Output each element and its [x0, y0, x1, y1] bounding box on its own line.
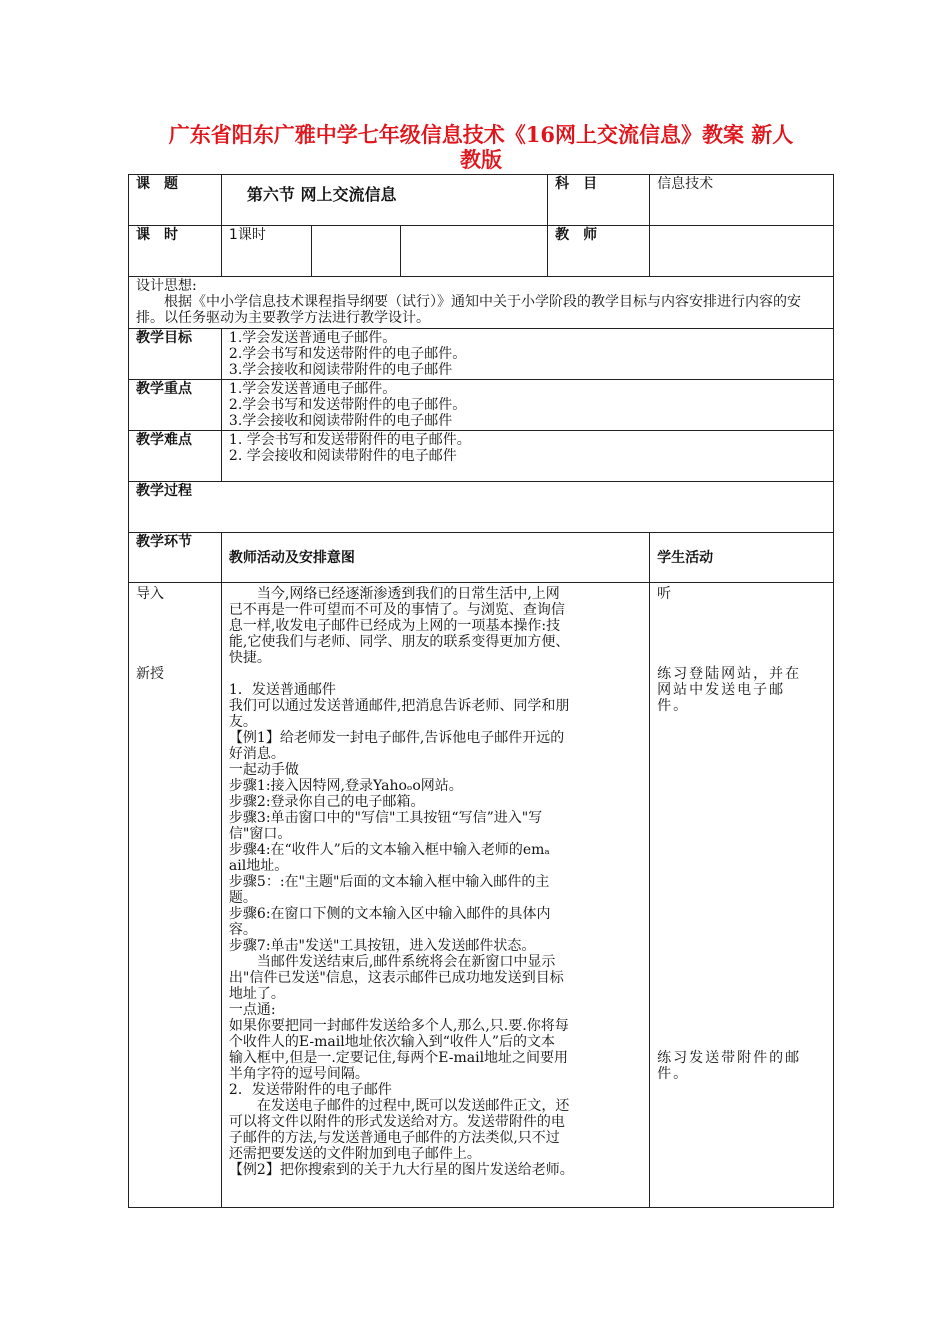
design-label: 设计思想:	[136, 278, 197, 294]
teacher-activity-line: 步骤5：:在"主题"后面的文本输入框中输入邮件的主	[228, 874, 550, 890]
goals-label: 教学目标	[129, 329, 222, 380]
keypoints-content	[221, 380, 833, 431]
student-practice-2: 练习发送带附件的邮	[657, 1050, 802, 1066]
teacher-activity-line: 容。	[228, 922, 257, 938]
subject-label: 科 目	[548, 175, 650, 226]
title-line-2: 教版	[460, 147, 502, 172]
teacher-activity-line: 信"窗口。	[228, 826, 292, 842]
keypoints-label: 教学重点	[129, 380, 222, 431]
teacher-activity-line: 步骤1:接入因特网,登录Yahoₒo网站。	[228, 778, 463, 794]
topic-row	[129, 175, 834, 226]
topic-value-cell	[221, 175, 547, 226]
stage-cell	[129, 583, 222, 1208]
lesson-plan-table	[128, 174, 834, 1208]
design-row	[129, 277, 834, 329]
teacher-activity-line: 个收件人的E-mail地址依次输入到“收件人”后的文本	[228, 1034, 556, 1050]
teacher-activity-line: 好消息。	[228, 746, 285, 762]
process-label: 教学过程	[136, 483, 192, 499]
teacher-activity-line: 题。	[228, 890, 257, 906]
goals-content	[221, 329, 833, 380]
goal-item: 1.学会发送普通电子邮件。	[228, 330, 397, 346]
difficulties-content	[221, 431, 833, 482]
period-empty-1	[311, 226, 400, 277]
teacher-activity-line: 输入框中,但是一.定要记住,每两个E-mail地址之间要用	[228, 1050, 569, 1066]
difficulties-label: 教学难点	[129, 431, 222, 482]
period-label: 课 时	[129, 226, 222, 277]
stage-intro: 导入	[136, 586, 164, 602]
student-activity-header: 学生活动	[650, 533, 834, 583]
document-title	[128, 122, 834, 172]
teacher-activity-line: ail地址。	[228, 858, 289, 874]
stage-header: 教学环节	[129, 533, 222, 583]
activities-row	[129, 583, 834, 1208]
teacher-activity-line: 可以将文件以附件的形式发送给对方。发送带附件的电	[228, 1114, 565, 1130]
subject-value: 信息技术	[650, 175, 834, 226]
period-row	[129, 226, 834, 277]
period-value: 1课时	[221, 226, 311, 277]
student-practice-1: 练习登陆网站，并在	[657, 666, 802, 682]
student-practice-2: 件。	[657, 1066, 690, 1082]
teacher-activity-line: 2．发送带附件的电子邮件	[228, 1082, 392, 1098]
teacher-activity-line: 当邮件发送结束后,邮件系统将会在新窗口中显示	[256, 954, 556, 970]
keypoint-item: 3.学会接收和阅读带附件的电子邮件	[228, 413, 453, 429]
teacher-activity-line: 息一样,收发电子邮件已经成为上网的一项基本操作:技	[228, 618, 561, 634]
difficulty-item: 2. 学会接收和阅读带附件的电子邮件	[228, 448, 457, 464]
process-cell	[129, 482, 834, 533]
keypoints-row	[129, 380, 834, 431]
teacher-activity-line: 在发送电子邮件的过程中,既可以发送邮件正文，还	[256, 1098, 570, 1114]
teacher-activity-line: 步骤6:在窗口下侧的文本输入区中输入邮件的具体内	[228, 906, 551, 922]
teacher-activity-line: 【例1】给老师发一封电子邮件,告诉他电子邮件开远的	[228, 730, 565, 746]
design-text: 根据《中小学信息技术课程指导纲要（试行）》通知中关于小学阶段的教学目标与内容安排进行内容的安排。以任务驱动为主要教学方法进行教学设计。	[136, 294, 801, 326]
teacher-activity-line: 如果你要把同一封邮件发送给多个人,那么,只.要.你将每	[228, 1018, 569, 1034]
teacher-activity-line: 一起动手做	[228, 762, 299, 778]
teacher-activity-line: 步骤3:单击窗口中的"写信"工具按钮“写信”进入"写	[228, 810, 543, 826]
student-practice-1: 件。	[657, 698, 690, 714]
teacher-activity-line	[229, 666, 643, 682]
teacher-value	[650, 226, 834, 277]
design-cell	[129, 277, 834, 329]
goals-row	[129, 329, 834, 380]
teacher-activity-line: 步骤4:在“收件人”后的文本输入框中输入老师的emₐ	[228, 842, 550, 858]
period-empty-2	[400, 226, 547, 277]
student-activity-cell	[650, 583, 834, 1208]
goal-item: 2.学会书写和发送带附件的电子邮件。	[228, 346, 467, 362]
topic-value: 第六节 网上交流信息	[246, 185, 397, 204]
teacher-activity-cell	[221, 583, 649, 1208]
teacher-label: 教 师	[548, 226, 650, 277]
teacher-activity-line: 子邮件的方法,与发送普通电子邮件的方法类似,只不过	[228, 1130, 560, 1146]
teacher-activity-line: 能,它使我们与老师、同学、朋友的联系变得更加方便、	[228, 634, 570, 650]
keypoint-item: 2.学会书写和发送带附件的电子邮件。	[228, 397, 467, 413]
difficulties-row	[129, 431, 834, 482]
teacher-activity-text	[229, 586, 643, 1178]
goal-item: 3.学会接收和阅读带附件的电子邮件	[228, 362, 453, 378]
keypoint-item: 1.学会发送普通电子邮件。	[228, 381, 397, 397]
title-line-1: 广东省阳东广雅中学七年级信息技术《16网上交流信息》教案 新人	[168, 122, 794, 147]
process-row	[129, 482, 834, 533]
teacher-activity-line: 当今,网络已经逐渐渗透到我们的日常生活中,上网	[256, 586, 560, 602]
teacher-activity-line: 半角字符的逗号间隔。	[228, 1066, 369, 1082]
teacher-activity-line: 1．发送普通邮件	[228, 682, 336, 698]
teacher-activity-line: 快捷。	[228, 650, 271, 666]
teacher-activity-line: 出"信件已发送"信息，这表示邮件已成功地发送到目标	[228, 970, 564, 986]
teacher-activity-line: 步骤7:单击"发送"工具按钮，进入发送邮件状态。	[228, 938, 536, 954]
student-practice-1: 网站中发送电子邮	[657, 682, 786, 698]
student-listen: 听	[657, 586, 674, 602]
teacher-activity-line: 已不再是一件可望而不可及的事情了。与浏览、查询信	[228, 602, 565, 618]
topic-label: 课 题	[129, 175, 222, 226]
teacher-activity-line: 一点通:	[228, 1002, 276, 1018]
teacher-activity-line: 步骤2:登录你自己的电子邮箱。	[228, 794, 425, 810]
teacher-activity-header: 教师活动及安排意图	[221, 533, 649, 583]
teacher-activity-line: 我们可以通过发送普通邮件,把消息告诉老师、同学和朋	[228, 698, 570, 714]
stage-new: 新授	[136, 666, 164, 682]
teacher-activity-line: 还需把要发送的文件附加到电子邮件上。	[228, 1146, 481, 1162]
teacher-activity-line: 【例2】把你搜索到的关于九大行星的图片发送给老师。	[228, 1162, 574, 1178]
teacher-activity-line: 友。	[228, 714, 257, 730]
teacher-activity-line: 地址了。	[228, 986, 285, 1002]
activity-header-row	[129, 533, 834, 583]
difficulty-item: 1. 学会书写和发送带附件的电子邮件。	[228, 432, 471, 448]
